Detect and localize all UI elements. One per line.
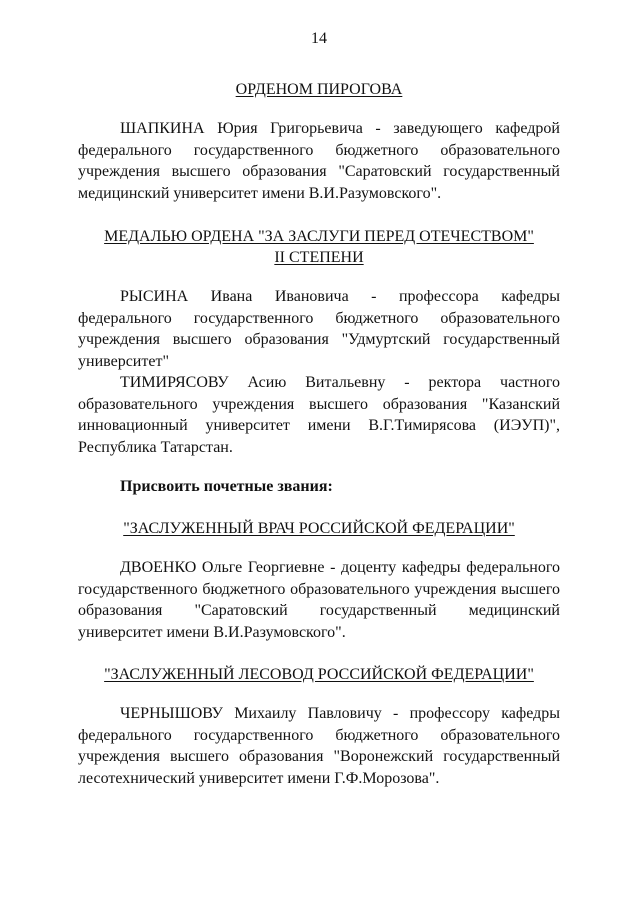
page-number: 14 (311, 30, 327, 47)
section-heading-honored-doctor (78, 518, 560, 539)
document-page (78, 0, 560, 904)
heading-line: "ЗАСЛУЖЕННЫЙ ЛЕСОВОД РОССИЙСКОЙ ФЕДЕРАЦИИ" (104, 666, 534, 683)
award-paragraph-rysin: РЫСИНА Ивана Ивановича - профессора кафедры федерального государственного бюджетного образовательного учреждения высшего образования "Удмуртский государственный университет" (78, 288, 560, 370)
award-paragraph-dvoenko: ДВОЕНКО Ольге Георгиевне - доценту кафедры федерального государственного бюджетного образовательного учреждения высшего образования "Саратовский государственный медицинский университет имени В.И.Разумовского". (78, 559, 560, 641)
heading-line: ОРДЕНОМ ПИРОГОВА (235, 81, 403, 98)
award-paragraph-chernyshov: ЧЕРНЫШОВУ Михаилу Павловичу - профессору кафедры федерального государственного бюджетного образовательного учреждения высшего образования "Воронежский государственный лесотехнический университет имени Г.Ф.Морозова". (78, 705, 560, 787)
award-paragraph-timiryasova: ТИМИРЯСОВУ Асию Витальевну - ректора частного образовательного учреждения высшего образования "Казанский инновационный университет имени В.Г.Тимирясова (ИЭУП)", Республика Татарстан. (78, 374, 560, 456)
heading-line: II СТЕПЕНИ (274, 249, 364, 266)
section-heading-honored-forester (78, 664, 560, 685)
section-heading-merit-medal (78, 226, 560, 268)
heading-line: "ЗАСЛУЖЕННЫЙ ВРАЧ РОССИЙСКОЙ ФЕДЕРАЦИИ" (123, 520, 515, 537)
section-heading-pirogov-order (78, 79, 560, 100)
honorary-titles-intro: Присвоить почетные звания: (120, 478, 333, 495)
heading-line: МЕДАЛЬЮ ОРДЕНА "ЗА ЗАСЛУГИ ПЕРЕД ОТЕЧЕСТВОМ" (104, 228, 534, 245)
award-paragraph-shapkin: ШАПКИНА Юрия Григорьевича - заведующего кафедрой федерального государственного бюджетного образовательного учреждения высшего образования "Саратовский государственный медицинский университет имени В.И.Разумовского". (78, 120, 560, 202)
